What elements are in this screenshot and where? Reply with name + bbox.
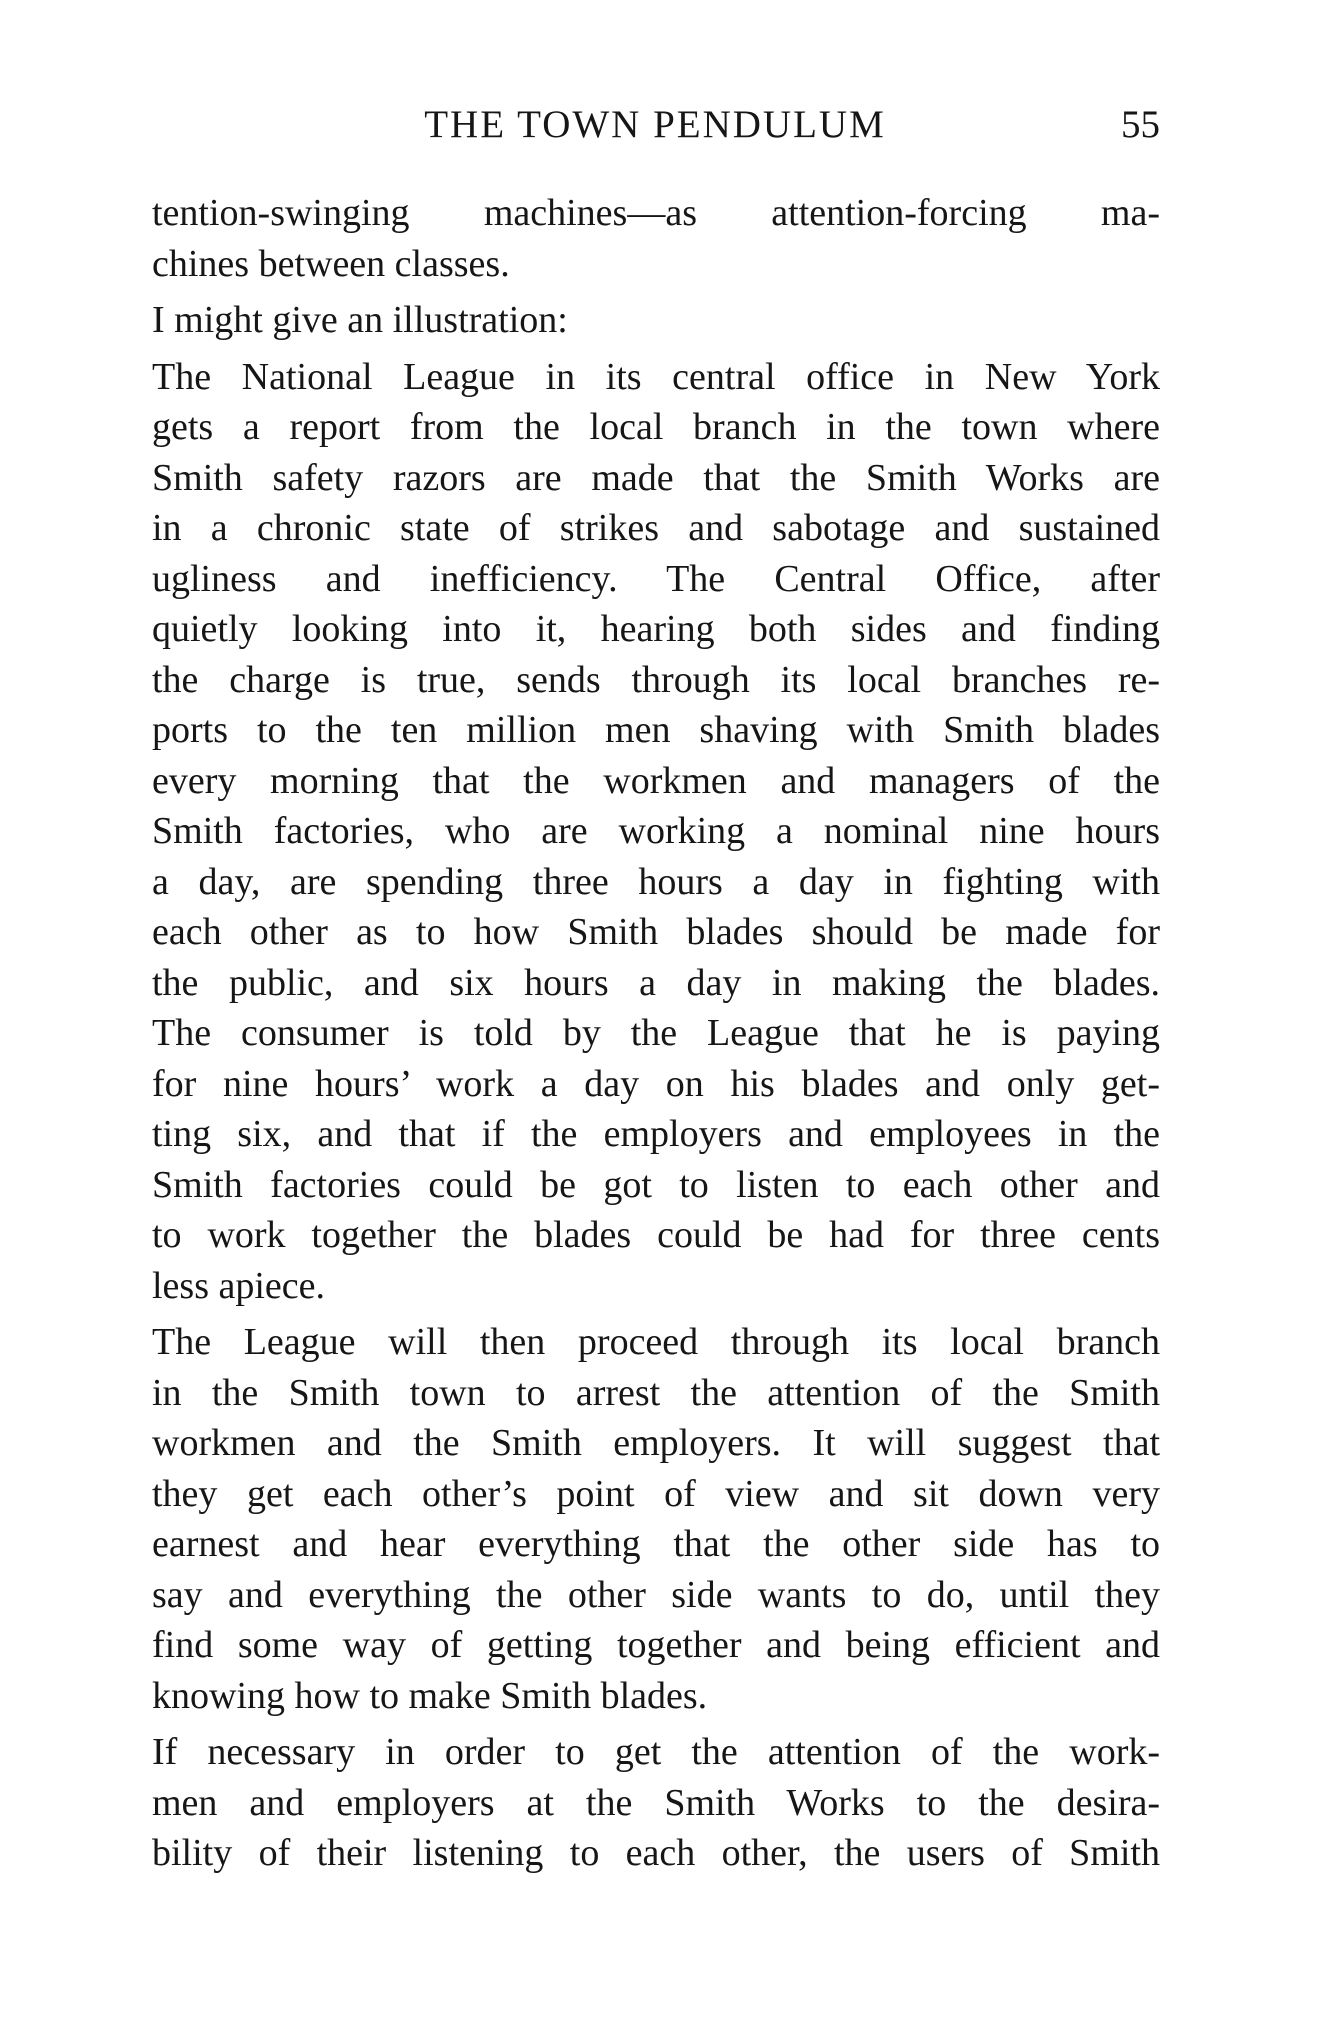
text-line: ports to the ten million men shaving with Smith blades [152,709,1160,751]
text-line: The consumer is told by the League that he is paying [152,1012,1160,1054]
text-line: the public, and six hours a day in making the blades. [152,961,1160,1004]
text-line: quietly looking into it, hearing both sides and finding [152,608,1160,650]
text-line: ugliness and inefficiency. The Central Office, after [152,557,1160,600]
text-line: for nine hours’ work a day on his blades and only get- [152,1062,1160,1105]
text-line: ting six, and that if the employers and employees in the [152,1113,1160,1155]
text-line: gets a report from the local branch in the town where [152,406,1160,448]
text-line: a day, are spending three hours a day in fighting with [152,860,1160,903]
text-line: Smith factories, who are working a nominal nine hours [152,810,1160,852]
text-line: I might give an illustration: [152,299,568,341]
text-line: Smith safety razors are made that the Smith Works are [152,456,1160,499]
text-line: in the Smith town to arrest the attention of the Smith [152,1371,1160,1414]
text-line: The National League in its central office in New York [152,355,1160,398]
text-line: Smith factories could be got to listen to each other and [152,1163,1160,1206]
text-line: to work together the blades could be had for three cents [152,1214,1160,1256]
text-line: chines between classes. [152,242,510,285]
text-line: men and employers at the Smith Works to the desira- [152,1781,1160,1824]
text-line: workmen and the Smith employers. It will suggest that [152,1422,1160,1464]
text-line: say and everything the other side wants to do, until they [152,1573,1160,1616]
page-header [150,100,1160,160]
text-line: tention-swinging machines—as attention-forcing ma- [152,192,1160,234]
body-text [152,188,1160,1879]
text-line: every morning that the workmen and managers of the [152,759,1160,802]
text-line: in a chronic state of strikes and sabotage and sustained [152,507,1160,549]
text-line: The League will then proceed through its local branch [152,1321,1160,1363]
text-line: each other as to how Smith blades should be made for [152,911,1160,953]
text-line: they get each other’s point of view and sit down very [152,1472,1160,1515]
text-line: bility of their listening to each other, the users of Smith [152,1832,1160,1874]
text-line: the charge is true, sends through its local branches re- [152,658,1160,701]
page-number: 55 [1121,103,1160,146]
text-line: less apiece. [152,1264,326,1307]
text-line: earnest and hear everything that the other side has to [152,1523,1160,1565]
text-line: knowing how to make Smith blades. [152,1674,708,1717]
running-head: THE TOWN PENDULUM [424,103,886,146]
text-line: find some way of getting together and being efficient and [152,1624,1160,1666]
text-line: If necessary in order to get the attention of the work- [152,1731,1160,1773]
